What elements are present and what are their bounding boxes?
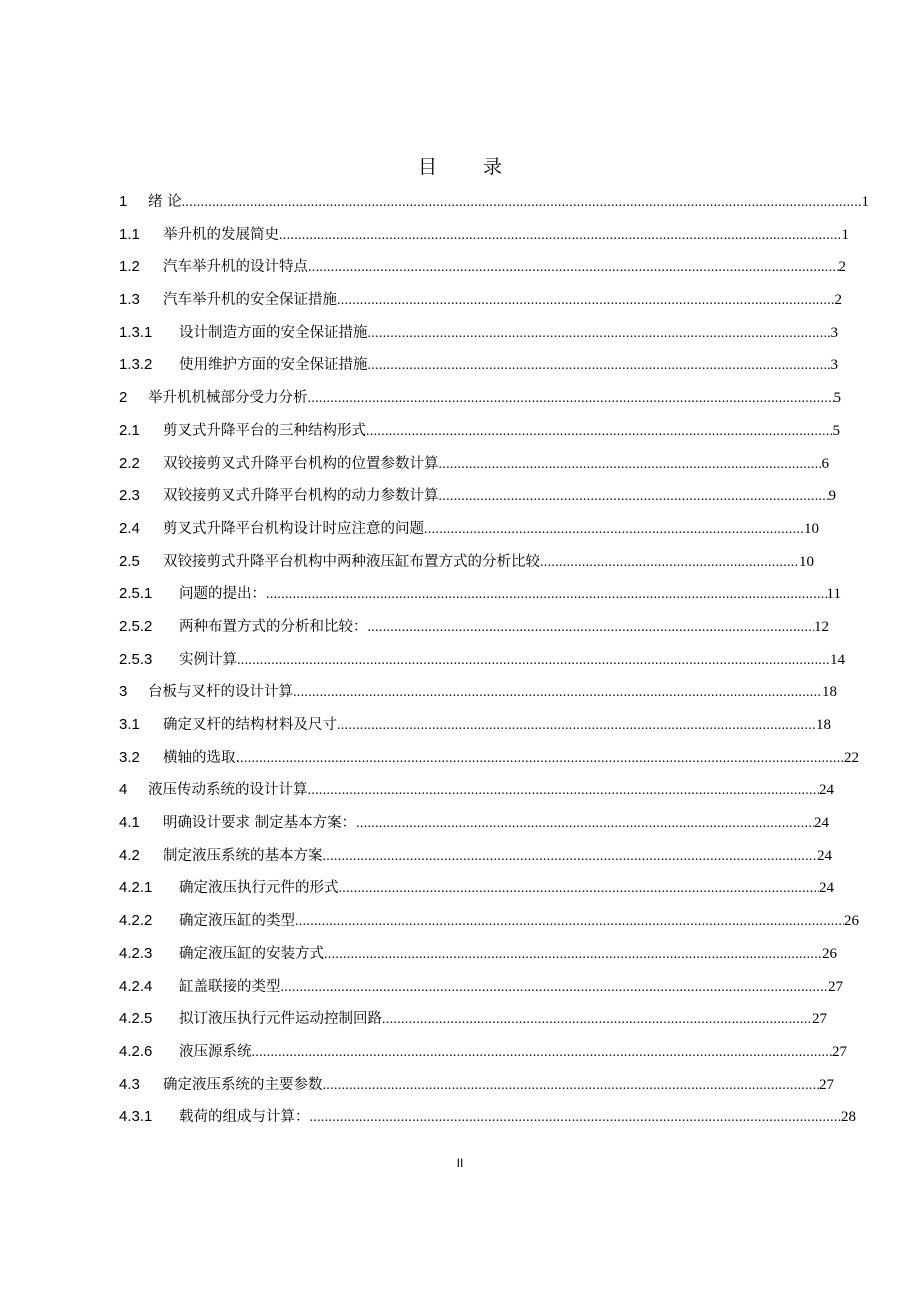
toc-dot-leader [368, 350, 831, 382]
toc-entry[interactable] [119, 611, 829, 644]
toc-entry[interactable] [119, 872, 834, 905]
toc-entry-page-number: 18 [822, 684, 837, 701]
toc-dot-leader [540, 547, 799, 579]
toc-entry-page-number: 3 [830, 357, 838, 374]
toc-entry[interactable] [119, 709, 831, 742]
toc-entry-number: 2.5 [119, 552, 140, 570]
toc-entry[interactable] [119, 807, 829, 840]
toc-dot-leader [323, 841, 818, 873]
toc-entry-number: 2.2 [119, 454, 140, 472]
toc-entry-title: 明确设计要求 制定基本方案： [163, 815, 357, 832]
toc-entry[interactable] [119, 251, 846, 284]
toc-dot-leader [324, 939, 822, 971]
toc-entry[interactable] [119, 840, 832, 873]
toc-entry-title: 确定液压缸的类型 [179, 913, 295, 930]
toc-entry-number: 2.5.3 [119, 650, 153, 668]
toc-entry-number: 4.2.4 [119, 977, 153, 995]
toc-entry[interactable] [119, 676, 837, 709]
toc-dot-leader [237, 645, 830, 677]
toc-entry-page-number: 10 [804, 520, 819, 537]
toc-entry[interactable] [119, 448, 829, 481]
toc-entry-title: 双铰接剪叉式升降平台机构的位置参数计算 [163, 455, 439, 472]
toc-dot-leader [439, 481, 829, 513]
toc-entry-title: 汽车举升机的设计特点 [163, 259, 308, 276]
toc-entry-page-number: 10 [799, 553, 814, 570]
toc-entry-title: 液压源系统 [179, 1043, 252, 1060]
toc-dot-leader [266, 579, 827, 611]
toc-entry-number: 2.3 [119, 487, 140, 505]
toc-dot-leader [368, 612, 815, 644]
toc-dot-leader [182, 187, 862, 219]
toc-entry-title: 使用维护方面的安全保证措施 [179, 357, 368, 374]
toc-entry-page-number: 24 [814, 815, 829, 832]
toc-entry[interactable] [119, 1101, 856, 1134]
toc-entry-page-number: 5 [832, 422, 840, 439]
toc-entry-number: 4.1 [119, 814, 140, 832]
toc-entry-number: 4.3 [119, 1075, 140, 1093]
toc-entry-title: 液压传动系统的设计计算 [148, 782, 308, 799]
toc-entry-title: 举升机机械部分受力分析 [148, 390, 308, 407]
toc-entry-page-number: 27 [828, 978, 843, 995]
toc-entry[interactable] [119, 415, 840, 448]
toc-entry-number: 2 [119, 389, 128, 407]
toc-entry-title: 剪叉式升降平台机构设计时应注意的问题 [163, 520, 424, 537]
toc-entry-number: 4.2.2 [119, 912, 153, 930]
toc-dot-leader [295, 906, 844, 938]
toc-dot-leader [424, 514, 804, 546]
toc-entry-number: 2.5.1 [119, 585, 153, 603]
toc-entry-number: 1 [119, 193, 128, 210]
toc-entry-page-number: 24 [817, 847, 832, 864]
toc-entry[interactable] [119, 513, 819, 546]
toc-entry[interactable] [119, 546, 814, 579]
toc-dot-leader [293, 677, 822, 709]
toc-dot-leader [382, 1004, 812, 1036]
toc-entry[interactable] [119, 578, 841, 611]
toc-dot-leader [356, 808, 814, 840]
toc-entry-title: 拟订液压执行元件运动控制回路 [179, 1011, 382, 1028]
toc-entry[interactable] [119, 317, 838, 350]
toc-entry-number: 1.2 [119, 258, 140, 276]
toc-entry-page-number: 24 [819, 880, 834, 897]
page-footer-number: II [456, 1156, 464, 1170]
toc-entry-number: 4.2.5 [119, 1010, 153, 1028]
toc-entry-page-number: 6 [821, 455, 829, 472]
toc-entry-title: 问题的提出： [179, 586, 266, 603]
toc-dot-leader [308, 252, 839, 284]
toc-entry-title: 剪叉式升降平台的三种结构形式 [163, 422, 366, 439]
toc-entry-number: 2.1 [119, 421, 140, 439]
toc-dot-leader [281, 972, 829, 1004]
toc-entry[interactable] [119, 382, 841, 415]
toc-entry-number: 1.1 [119, 225, 140, 243]
toc-entry-page-number: 27 [812, 1011, 827, 1028]
toc-dot-leader [439, 449, 822, 481]
toc-entry[interactable] [119, 349, 838, 382]
toc-entry-number: 1.3.1 [119, 323, 153, 341]
toc-entry-number: 4.2.3 [119, 944, 153, 962]
toc-entry-title: 缸盖联接的类型 [179, 978, 281, 995]
toc-entry-number: 2.5.2 [119, 617, 153, 635]
toc-entry-title: 制定液压系统的基本方案 [163, 847, 323, 864]
toc-entry-title: 载荷的组成与计算： [179, 1109, 310, 1126]
page-title: 目 录 [417, 156, 523, 178]
table-of-contents [119, 186, 869, 1134]
toc-entry-title: 台板与叉杆的设计计算 [148, 684, 293, 701]
toc-dot-leader [337, 285, 835, 317]
toc-entry-title: 横轴的选取. [163, 749, 241, 766]
toc-entry-title: 确定液压执行元件的形式 [179, 880, 339, 897]
toc-dot-leader [339, 873, 820, 905]
toc-entry-page-number: 11 [826, 586, 841, 603]
toc-entry[interactable] [119, 774, 834, 807]
toc-entry-page-number: 27 [819, 1076, 834, 1093]
toc-entry-page-number: 3 [830, 324, 838, 341]
toc-entry-number: 4.2 [119, 846, 140, 864]
toc-entry-title: 设计制造方面的安全保证措施 [179, 324, 368, 341]
toc-entry-page-number: 12 [814, 618, 829, 635]
toc-entry-title: 两种布置方式的分析和比较： [179, 618, 368, 635]
toc-entry[interactable] [119, 1003, 827, 1036]
toc-entry-page-number: 26 [844, 913, 859, 930]
toc-entry-page-number: 1 [841, 226, 849, 243]
toc-entry-title: 确定液压系统的主要参数 [163, 1076, 323, 1093]
toc-entry[interactable] [119, 284, 842, 317]
toc-entry-number: 1.3 [119, 291, 140, 309]
toc-dot-leader [308, 775, 820, 807]
toc-entry-number: 3.1 [119, 716, 140, 733]
toc-dot-leader [368, 318, 831, 350]
toc-entry-page-number: 5 [833, 390, 841, 407]
toc-entry-title: 确定叉杆的结构材料及尺寸 [163, 717, 337, 733]
toc-entry[interactable] [119, 219, 849, 252]
toc-dot-leader [366, 416, 833, 448]
toc-entry-number: 4.3.1 [119, 1108, 153, 1126]
toc-dot-leader [337, 710, 816, 742]
toc-entry-title: 举升机的发展简史 [163, 226, 279, 243]
toc-entry-page-number: 14 [830, 651, 845, 668]
toc-entry[interactable] [119, 1069, 834, 1102]
toc-entry-page-number: 2 [834, 292, 842, 309]
toc-entry-number: 1.3.2 [119, 356, 153, 374]
toc-dot-leader [279, 220, 842, 252]
toc-entry-title: 双铰接剪叉式升降平台机构的动力参数计算 [163, 488, 439, 505]
toc-entry-number: 4.2.6 [119, 1042, 153, 1060]
toc-entry[interactable] [119, 971, 843, 1004]
toc-entry[interactable] [119, 644, 845, 677]
toc-entry-page-number: 22 [844, 749, 859, 766]
toc-entry-number: 2.4 [119, 519, 140, 537]
toc-entry[interactable] [119, 742, 859, 775]
toc-entry-title: 确定液压缸的安装方式 [179, 945, 324, 962]
toc-entry-page-number: 26 [822, 945, 837, 962]
toc-entry-page-number: 18 [816, 717, 831, 733]
toc-entry-title: 双铰接剪式升降平台机构中两种液压缸布置方式的分析比较 [163, 553, 540, 570]
toc-entry-number: 4.2.1 [119, 879, 153, 897]
toc-dot-leader [252, 1037, 833, 1069]
toc-entry-page-number: 24 [819, 782, 834, 799]
toc-dot-leader [310, 1102, 842, 1134]
toc-entry-page-number: 1 [861, 194, 869, 210]
toc-entry-title: 绪 论 [148, 194, 182, 210]
toc-entry-page-number: 2 [838, 259, 846, 276]
toc-dot-leader [308, 383, 834, 415]
toc-entry-page-number: 28 [841, 1109, 856, 1126]
toc-entry-number: 4 [119, 781, 128, 799]
toc-entry[interactable] [119, 1036, 847, 1069]
toc-dot-leader [240, 743, 844, 775]
toc-entry-number: 3 [119, 683, 128, 701]
toc-entry[interactable] [119, 905, 859, 938]
toc-entry[interactable] [119, 938, 837, 971]
toc-entry-title: 实例计算 [179, 651, 237, 668]
toc-entry-title: 汽车举升机的安全保证措施 [163, 292, 337, 309]
toc-entry-page-number: 9 [828, 488, 836, 505]
toc-dot-leader [323, 1070, 820, 1102]
toc-entry-page-number: 27 [832, 1043, 847, 1060]
toc-entry[interactable] [119, 480, 836, 513]
toc-entry-number: 3.2 [119, 748, 140, 766]
toc-entry[interactable] [119, 186, 869, 219]
